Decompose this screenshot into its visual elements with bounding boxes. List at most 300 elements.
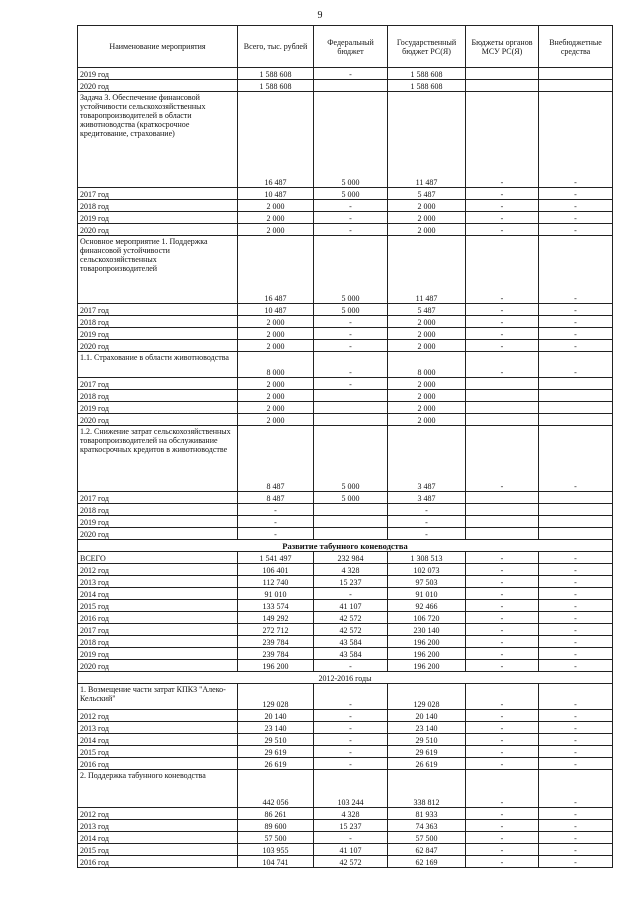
cell-total: 20 140: [238, 710, 314, 722]
cell-federal: -: [314, 710, 388, 722]
cell-federal: [314, 390, 388, 402]
cell-state: -: [388, 504, 466, 516]
cell-offbudget: -: [539, 236, 613, 304]
cell-federal: 5 000: [314, 236, 388, 304]
cell-state: 2 000: [388, 316, 466, 328]
cell-municipal: -: [466, 588, 539, 600]
table-row: [78, 648, 613, 660]
cell-total: 2 000: [238, 414, 314, 426]
cell-federal: 42 572: [314, 612, 388, 624]
cell-name: 2012 год: [78, 564, 238, 576]
cell-total: 23 140: [238, 722, 314, 734]
cell-total: 57 500: [238, 832, 314, 844]
table-row: [78, 80, 613, 92]
table-row: [78, 770, 613, 808]
table-row: [78, 844, 613, 856]
cell-state: 11 487: [388, 92, 466, 188]
table-row: [78, 684, 613, 710]
table-row: [78, 316, 613, 328]
header-state: Государственный бюджет РС(Я): [388, 26, 466, 68]
cell-state: -: [388, 528, 466, 540]
cell-total: 8 487: [238, 426, 314, 492]
cell-federal: -: [314, 660, 388, 672]
cell-name: 2019 год: [78, 68, 238, 80]
cell-total: 1 541 497: [238, 552, 314, 564]
cell-federal: 5 000: [314, 304, 388, 316]
cell-federal: -: [314, 340, 388, 352]
cell-offbudget: [539, 414, 613, 426]
cell-federal: 15 237: [314, 576, 388, 588]
table-row: [78, 188, 613, 200]
cell-offbudget: -: [539, 710, 613, 722]
cell-state: 29 510: [388, 734, 466, 746]
cell-state: 196 200: [388, 648, 466, 660]
cell-municipal: -: [466, 212, 539, 224]
cell-name: 2016 год: [78, 758, 238, 770]
cell-name: 2014 год: [78, 588, 238, 600]
cell-offbudget: -: [539, 856, 613, 868]
cell-municipal: [466, 402, 539, 414]
cell-name: 2015 год: [78, 746, 238, 758]
table-row: [78, 492, 613, 504]
cell-name: 2018 год: [78, 504, 238, 516]
table-row: [78, 856, 613, 868]
cell-offbudget: -: [539, 92, 613, 188]
cell-municipal: -: [466, 200, 539, 212]
cell-total: 89 600: [238, 820, 314, 832]
cell-offbudget: -: [539, 820, 613, 832]
cell-municipal: [466, 516, 539, 528]
cell-federal: 43 584: [314, 636, 388, 648]
cell-name: 2020 год: [78, 660, 238, 672]
section-row: [78, 540, 613, 552]
cell-federal: -: [314, 588, 388, 600]
cell-name: 2013 год: [78, 722, 238, 734]
cell-municipal: -: [466, 684, 539, 710]
table-row: [78, 390, 613, 402]
section-title: Развитие табунного коневодства: [78, 540, 613, 552]
cell-total: 239 784: [238, 636, 314, 648]
cell-total: 29 619: [238, 746, 314, 758]
cell-offbudget: [539, 504, 613, 516]
cell-offbudget: -: [539, 648, 613, 660]
cell-federal: [314, 516, 388, 528]
cell-name: 2019 год: [78, 402, 238, 414]
cell-federal: 103 244: [314, 770, 388, 808]
cell-state: 62 169: [388, 856, 466, 868]
cell-municipal: [466, 80, 539, 92]
table-row: [78, 820, 613, 832]
cell-name: 2018 год: [78, 200, 238, 212]
cell-total: 239 784: [238, 648, 314, 660]
cell-offbudget: -: [539, 588, 613, 600]
cell-offbudget: -: [539, 808, 613, 820]
cell-total: -: [238, 516, 314, 528]
cell-offbudget: -: [539, 734, 613, 746]
cell-municipal: -: [466, 224, 539, 236]
cell-offbudget: -: [539, 844, 613, 856]
cell-federal: 5 000: [314, 426, 388, 492]
cell-offbudget: [539, 68, 613, 80]
subsection-title: 2012-2016 годы: [78, 672, 613, 684]
cell-state: 2 000: [388, 328, 466, 340]
cell-state: -: [388, 516, 466, 528]
cell-federal: -: [314, 316, 388, 328]
cell-municipal: -: [466, 188, 539, 200]
cell-name: ВСЕГО: [78, 552, 238, 564]
cell-name: 2. Поддержка табунного коневодства: [78, 770, 238, 808]
cell-name: 2017 год: [78, 378, 238, 390]
cell-total: 2 000: [238, 402, 314, 414]
cell-offbudget: -: [539, 564, 613, 576]
table-row: [78, 612, 613, 624]
cell-municipal: -: [466, 600, 539, 612]
cell-municipal: [466, 378, 539, 390]
cell-state: 106 720: [388, 612, 466, 624]
cell-municipal: -: [466, 832, 539, 844]
cell-total: 91 010: [238, 588, 314, 600]
cell-offbudget: -: [539, 224, 613, 236]
table-row: [78, 352, 613, 378]
cell-state: 2 000: [388, 402, 466, 414]
table-row: [78, 340, 613, 352]
table-row: [78, 236, 613, 304]
cell-name: 2018 год: [78, 636, 238, 648]
cell-offbudget: -: [539, 304, 613, 316]
table-row: [78, 600, 613, 612]
cell-municipal: -: [466, 746, 539, 758]
cell-offbudget: -: [539, 612, 613, 624]
cell-federal: [314, 528, 388, 540]
cell-name: 2018 год: [78, 316, 238, 328]
cell-total: 2 000: [238, 316, 314, 328]
table-row: [78, 516, 613, 528]
cell-municipal: -: [466, 808, 539, 820]
table-header: [78, 26, 613, 68]
cell-total: 1 588 608: [238, 80, 314, 92]
cell-total: 133 574: [238, 600, 314, 612]
table-row: [78, 304, 613, 316]
cell-municipal: -: [466, 722, 539, 734]
cell-state: 92 466: [388, 600, 466, 612]
cell-total: 10 487: [238, 188, 314, 200]
cell-state: 8 000: [388, 352, 466, 378]
table-row: [78, 402, 613, 414]
cell-state: 3 487: [388, 426, 466, 492]
cell-municipal: -: [466, 352, 539, 378]
cell-state: 2 000: [388, 200, 466, 212]
cell-federal: -: [314, 200, 388, 212]
cell-municipal: [466, 492, 539, 504]
cell-federal: -: [314, 378, 388, 390]
cell-total: 29 510: [238, 734, 314, 746]
cell-state: 11 487: [388, 236, 466, 304]
cell-federal: -: [314, 832, 388, 844]
cell-municipal: -: [466, 426, 539, 492]
cell-offbudget: -: [539, 328, 613, 340]
cell-state: 57 500: [388, 832, 466, 844]
cell-name: 2012 год: [78, 710, 238, 722]
cell-total: 2 000: [238, 340, 314, 352]
cell-federal: 4 328: [314, 564, 388, 576]
cell-total: 149 292: [238, 612, 314, 624]
cell-state: 20 140: [388, 710, 466, 722]
cell-state: 74 363: [388, 820, 466, 832]
cell-state: 81 933: [388, 808, 466, 820]
cell-federal: 5 000: [314, 492, 388, 504]
subsection-row: [78, 672, 613, 684]
header-municipal: Бюджеты органов МСУ РС(Я): [466, 26, 539, 68]
cell-municipal: -: [466, 304, 539, 316]
cell-name: 2013 год: [78, 576, 238, 588]
cell-name: 2020 год: [78, 224, 238, 236]
cell-municipal: -: [466, 820, 539, 832]
cell-state: 129 028: [388, 684, 466, 710]
cell-name: 2016 год: [78, 612, 238, 624]
cell-state: 26 619: [388, 758, 466, 770]
cell-municipal: -: [466, 236, 539, 304]
cell-offbudget: -: [539, 660, 613, 672]
cell-municipal: -: [466, 564, 539, 576]
cell-federal: -: [314, 746, 388, 758]
cell-total: 10 487: [238, 304, 314, 316]
cell-offbudget: -: [539, 426, 613, 492]
cell-name: 2019 год: [78, 212, 238, 224]
cell-total: 103 955: [238, 844, 314, 856]
cell-total: 16 487: [238, 236, 314, 304]
table-row: [78, 808, 613, 820]
cell-name: 2017 год: [78, 492, 238, 504]
cell-municipal: -: [466, 340, 539, 352]
cell-name: 2017 год: [78, 188, 238, 200]
cell-name: 2017 год: [78, 304, 238, 316]
cell-federal: -: [314, 212, 388, 224]
cell-state: 97 503: [388, 576, 466, 588]
cell-total: 2 000: [238, 224, 314, 236]
header-offbudget: Внебюджетные средства: [539, 26, 613, 68]
cell-state: 2 000: [388, 378, 466, 390]
cell-offbudget: [539, 516, 613, 528]
cell-offbudget: -: [539, 624, 613, 636]
cell-state: 2 000: [388, 224, 466, 236]
cell-municipal: -: [466, 770, 539, 808]
cell-total: 8 000: [238, 352, 314, 378]
cell-total: 112 740: [238, 576, 314, 588]
table-row: [78, 564, 613, 576]
cell-total: 442 056: [238, 770, 314, 808]
cell-name: 2014 год: [78, 734, 238, 746]
cell-name: 2014 год: [78, 832, 238, 844]
cell-federal: [314, 80, 388, 92]
cell-name: 2019 год: [78, 328, 238, 340]
cell-federal: 41 107: [314, 600, 388, 612]
cell-federal: [314, 402, 388, 414]
cell-offbudget: -: [539, 722, 613, 734]
cell-municipal: -: [466, 316, 539, 328]
cell-total: 104 741: [238, 856, 314, 868]
cell-federal: -: [314, 722, 388, 734]
cell-total: 2 000: [238, 378, 314, 390]
cell-federal: [314, 414, 388, 426]
cell-municipal: -: [466, 844, 539, 856]
cell-name: 2019 год: [78, 516, 238, 528]
cell-name: 2016 год: [78, 856, 238, 868]
cell-state: 230 140: [388, 624, 466, 636]
cell-municipal: [466, 414, 539, 426]
cell-municipal: -: [466, 92, 539, 188]
cell-offbudget: [539, 378, 613, 390]
table-row: [78, 200, 613, 212]
cell-state: 1 308 513: [388, 552, 466, 564]
table-row: [78, 746, 613, 758]
cell-total: -: [238, 528, 314, 540]
cell-offbudget: -: [539, 770, 613, 808]
cell-municipal: -: [466, 624, 539, 636]
cell-state: 2 000: [388, 390, 466, 402]
cell-name: 1.2. Снижение затрат сельскохозяйственных товаропроизводителей на обслуживание краткосрочных кредитов в животноводстве: [78, 426, 238, 492]
cell-offbudget: -: [539, 636, 613, 648]
cell-total: 8 487: [238, 492, 314, 504]
table-row: [78, 660, 613, 672]
cell-name: 2019 год: [78, 648, 238, 660]
cell-municipal: [466, 528, 539, 540]
cell-federal: -: [314, 352, 388, 378]
cell-federal: -: [314, 68, 388, 80]
cell-state: 338 812: [388, 770, 466, 808]
cell-federal: 5 000: [314, 92, 388, 188]
cell-municipal: [466, 390, 539, 402]
table-row: [78, 588, 613, 600]
header-total: Всего, тыс. рублей: [238, 26, 314, 68]
cell-total: 2 000: [238, 328, 314, 340]
table-row: [78, 68, 613, 80]
cell-federal: 232 984: [314, 552, 388, 564]
cell-state: 196 200: [388, 660, 466, 672]
funding-table: [77, 25, 613, 868]
cell-federal: -: [314, 328, 388, 340]
cell-total: 2 000: [238, 212, 314, 224]
cell-federal: 43 584: [314, 648, 388, 660]
cell-name: 2013 год: [78, 820, 238, 832]
cell-name: 2012 год: [78, 808, 238, 820]
cell-name: 1.1. Страхование в области животноводства: [78, 352, 238, 378]
cell-total: 1 588 608: [238, 68, 314, 80]
cell-state: 91 010: [388, 588, 466, 600]
cell-offbudget: [539, 390, 613, 402]
cell-municipal: -: [466, 734, 539, 746]
table-row: [78, 426, 613, 492]
cell-federal: 4 328: [314, 808, 388, 820]
table-row: [78, 414, 613, 426]
cell-offbudget: -: [539, 552, 613, 564]
cell-federal: 5 000: [314, 188, 388, 200]
cell-municipal: -: [466, 648, 539, 660]
cell-total: 86 261: [238, 808, 314, 820]
cell-name: 2020 год: [78, 414, 238, 426]
cell-federal: 41 107: [314, 844, 388, 856]
table-body: [78, 68, 613, 868]
table-row: [78, 734, 613, 746]
header-federal: Федеральный бюджет: [314, 26, 388, 68]
cell-offbudget: -: [539, 600, 613, 612]
cell-state: 196 200: [388, 636, 466, 648]
cell-state: 23 140: [388, 722, 466, 734]
header-name: Наименование мероприятия: [78, 26, 238, 68]
cell-offbudget: -: [539, 758, 613, 770]
cell-municipal: [466, 504, 539, 516]
table-row: [78, 92, 613, 188]
cell-federal: [314, 504, 388, 516]
cell-municipal: -: [466, 710, 539, 722]
table-row: [78, 722, 613, 734]
table-row: [78, 224, 613, 236]
cell-offbudget: -: [539, 746, 613, 758]
cell-name: 2015 год: [78, 844, 238, 856]
cell-offbudget: -: [539, 316, 613, 328]
cell-offbudget: [539, 80, 613, 92]
cell-name: Основное мероприятие 1. Поддержка финансовой устойчивости сельскохозяйственных товаропроизводителей: [78, 236, 238, 304]
cell-offbudget: -: [539, 188, 613, 200]
cell-offbudget: [539, 528, 613, 540]
cell-name: 2020 год: [78, 528, 238, 540]
cell-total: 2 000: [238, 200, 314, 212]
cell-offbudget: -: [539, 684, 613, 710]
cell-offbudget: -: [539, 200, 613, 212]
cell-total: 106 401: [238, 564, 314, 576]
cell-municipal: -: [466, 552, 539, 564]
cell-federal: -: [314, 758, 388, 770]
cell-offbudget: -: [539, 352, 613, 378]
table-row: [78, 504, 613, 516]
cell-name: 2018 год: [78, 390, 238, 402]
cell-federal: 42 572: [314, 624, 388, 636]
cell-name: Задача 3. Обеспечение финансовой устойчивости сельскохозяйственных товаропроизводителей в области животноводства (краткосрочное кредитование, страхование): [78, 92, 238, 188]
page-number: 9: [317, 10, 323, 21]
cell-municipal: -: [466, 758, 539, 770]
cell-state: 2 000: [388, 414, 466, 426]
table-row: [78, 758, 613, 770]
cell-state: 1 588 608: [388, 80, 466, 92]
cell-total: -: [238, 504, 314, 516]
cell-municipal: -: [466, 856, 539, 868]
cell-name: 2015 год: [78, 600, 238, 612]
cell-name: 2020 год: [78, 340, 238, 352]
cell-state: 5 487: [388, 304, 466, 316]
table-row: [78, 710, 613, 722]
table-row: [78, 528, 613, 540]
cell-federal: -: [314, 224, 388, 236]
cell-total: 26 619: [238, 758, 314, 770]
cell-total: 129 028: [238, 684, 314, 710]
cell-total: 2 000: [238, 390, 314, 402]
table-row: [78, 378, 613, 390]
table-container: [77, 25, 612, 868]
cell-federal: 42 572: [314, 856, 388, 868]
cell-offbudget: -: [539, 832, 613, 844]
cell-municipal: -: [466, 612, 539, 624]
table-row: [78, 576, 613, 588]
cell-offbudget: -: [539, 212, 613, 224]
table-row: [78, 832, 613, 844]
cell-total: 196 200: [238, 660, 314, 672]
cell-municipal: [466, 68, 539, 80]
cell-name: 1. Возмещение части затрат КПКЗ "Алеко-Кельский": [78, 684, 238, 710]
cell-state: 2 000: [388, 212, 466, 224]
cell-federal: -: [314, 684, 388, 710]
cell-state: 3 487: [388, 492, 466, 504]
cell-total: 16 487: [238, 92, 314, 188]
cell-municipal: -: [466, 660, 539, 672]
